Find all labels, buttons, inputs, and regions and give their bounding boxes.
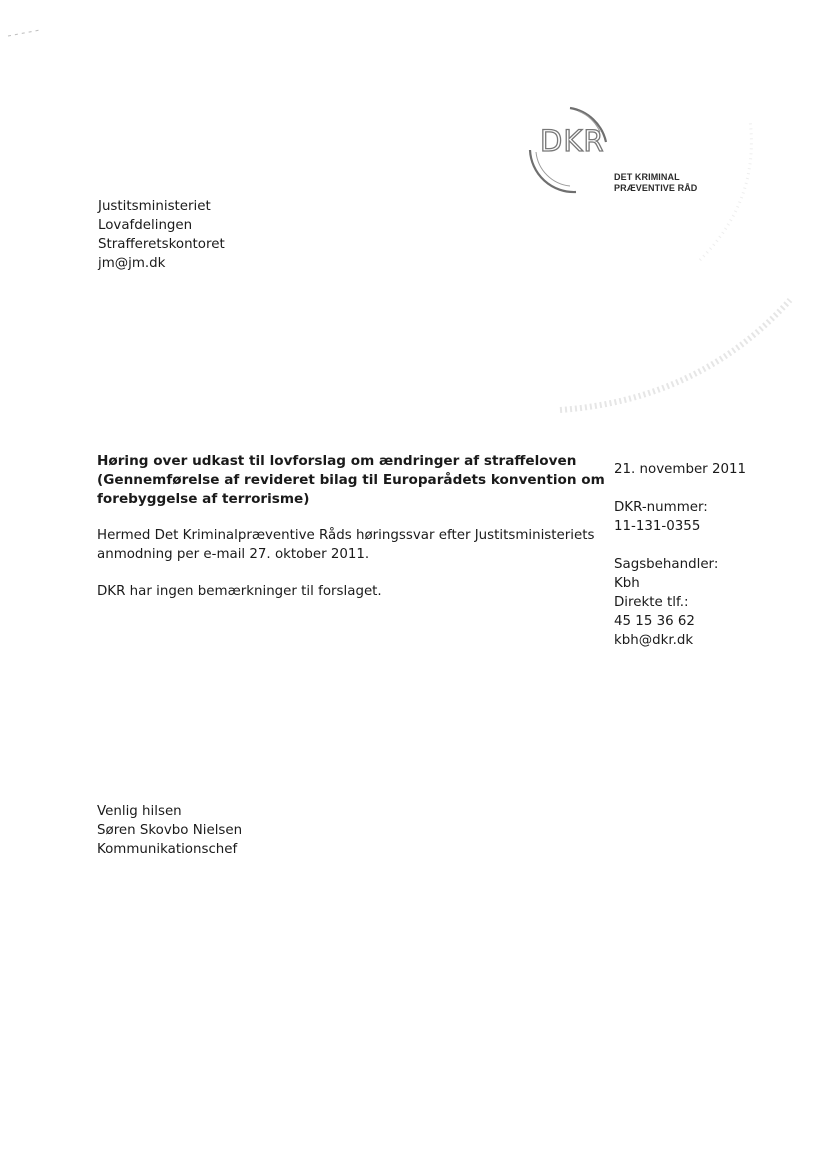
logo-subtitle-line2: PRÆVENTIVE RÅD bbox=[614, 183, 698, 193]
phone-number: 45 15 36 62 bbox=[614, 614, 695, 629]
case-number: 11-131-0355 bbox=[614, 519, 701, 534]
remark-paragraph bbox=[97, 582, 382, 601]
handler-initials: Kbh bbox=[614, 576, 640, 591]
handler-label: Sagsbehandler: bbox=[614, 557, 719, 572]
case-number-label: DKR-nummer: bbox=[614, 500, 708, 515]
handler-email: kbh@dkr.dk bbox=[614, 633, 694, 648]
intro-line: Hermed Det Kriminalpræventive Råds høringssvar efter Justitsministeriets bbox=[97, 528, 595, 543]
dkr-logo bbox=[518, 102, 698, 202]
recipient-line: Lovafdelingen bbox=[98, 218, 193, 233]
subject-line: forebyggelse af terrorisme) bbox=[97, 491, 310, 507]
signatory-title: Kommunikationschef bbox=[97, 842, 238, 857]
recipient-address bbox=[98, 197, 225, 273]
intro-line: anmodning per e-mail 27. oktober 2011. bbox=[97, 547, 370, 562]
recipient-line: Justitsministeriet bbox=[98, 199, 211, 214]
recipient-line: Strafferetskontoret bbox=[98, 237, 225, 252]
subject-line: (Gennemførelse af revideret bilag til Europarådets konvention om bbox=[97, 472, 605, 488]
closing-greeting: Venlig hilsen bbox=[97, 804, 182, 819]
remark-line: DKR har ingen bemærkninger til forslaget. bbox=[97, 584, 382, 599]
letter-date: 21. november 2011 bbox=[614, 462, 747, 477]
subject-line: Høring over udkast til lovforslag om ændringer af straffeloven bbox=[97, 453, 577, 469]
signatory-name: Søren Skovbo Nielsen bbox=[97, 823, 243, 838]
subject-heading bbox=[97, 452, 605, 509]
logo-wordmark: DKR bbox=[540, 124, 605, 158]
intro-paragraph bbox=[97, 526, 607, 564]
logo-subtitle bbox=[614, 172, 697, 194]
phone-label: Direkte tlf.: bbox=[614, 595, 689, 610]
recipient-email: jm@jm.dk bbox=[98, 256, 166, 271]
closing-signature bbox=[97, 802, 242, 859]
meta-column bbox=[614, 460, 804, 650]
logo-subtitle-line1: DET KRIMINAL bbox=[614, 172, 680, 182]
